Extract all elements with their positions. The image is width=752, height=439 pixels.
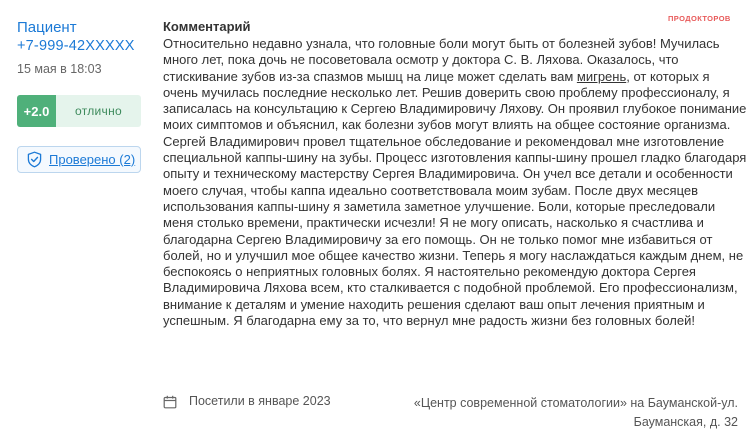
verified-button[interactable] [17,146,141,173]
visit-date: Посетили в январе 2023 [189,394,331,408]
clinic-line-1: «Центр современной стоматологии» на Бауманской-ул. [413,396,738,410]
migraine-link[interactable]: мигрень [576,68,627,84]
review-date: 15 мая в 18:03 [17,62,102,76]
clinic-address [398,394,738,431]
review-text-part1: Относительно недавно узнала, что головные боли могут быть от болезней зубов! Мучилась много лет, пока дочь не посоветовала осмотр у доктора С. В. Ляхова. Оказалось, что стискивание зубов из-за спазмов мышц на лице может сделать вам [163,36,720,84]
patient-name: Пациент [17,19,77,36]
review-text [163,36,748,329]
calendar-icon [163,395,177,409]
rating-score: +2.0 [17,95,56,127]
brand-logo: ПРОДОКТОРОВ [668,14,731,23]
verified-label[interactable]: Проверено (2) [49,152,136,167]
shield-check-icon [26,151,43,168]
section-title: Комментарий [163,19,251,34]
rating-label: отлично [56,95,141,127]
clinic-line-2: Бауманская, д. 32 [633,414,738,429]
patient-phone: +7-999-42XXXXX [17,38,135,54]
rating-badge [17,95,141,127]
patient-info [17,18,152,77]
review-text-part2: , от которых я очень мучилась последние несколько лет. Решив доверить свою проблему профессионалу, я записалась на консультацию к Сергею Владимировичу Ляхову. Он проявил глубокое понимание моих симптомов и объяснил, как болезни зубов могут влиять на общее состояние организма. Сергей Владимирович провел тщательное обследование и рекомендовал мне изготовление специальной каппы-шину на зубы. Процесс изготовления каппы-шину прошел гладко благодаря опыту и техническому мастерству Сергея Владимировича. Он учел все детали и особенности моего случая, чтобы каппа идеально соответствовала моим зубам. После двух месяцев использования каппы-шину я заметила заметное улучшение. Боли, которые преследовали меня столько времени, практически исчезли! Я не могу описать, насколько я счастлива и благодарна Сергею Владимировичу за его помощь. Он не только помог мне избавиться от болей, но и улучшил мое общее качество жизни. Теперь я могу наслаждаться каждым днем, не беспокоясь о неприятных головных болях. Я настоятельно рекомендую доктора Сергея Владимировича Ляхова всем, кто сталкивается с подобной проблемой. Его профессионализм, внимание к деталям и умение находить решения сделают ваш опыт лечения приятным и успешным. Я благодарна ему за то, что вернул мне радость жизни без головных болей! [163,68,747,329]
review-main [163,18,748,329]
